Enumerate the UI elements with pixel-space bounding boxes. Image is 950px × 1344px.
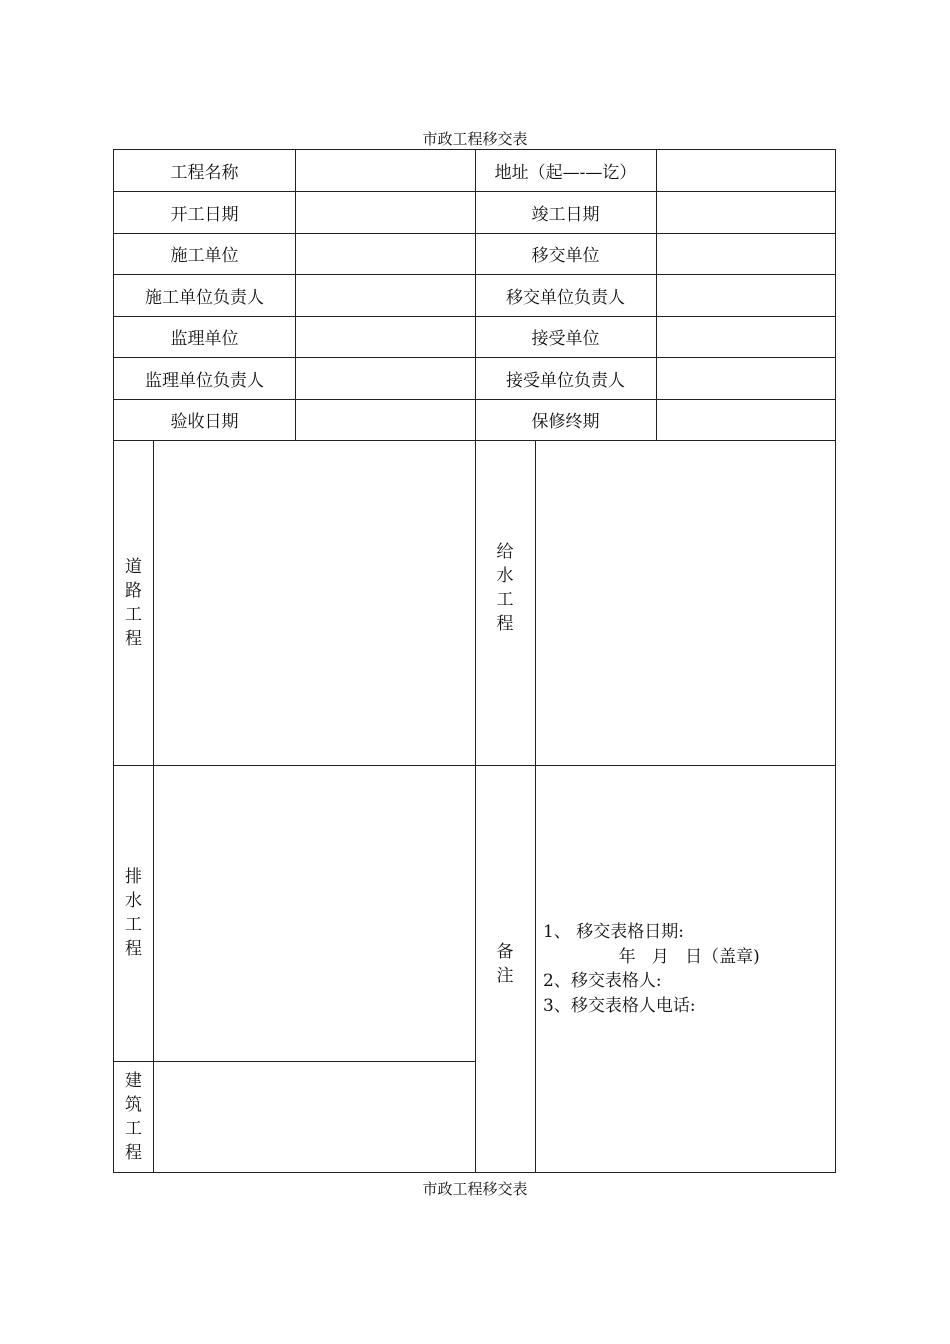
label-receiving-manager: 接受单位负责人 [506,370,625,391]
form-title: 市政工程移交表 [422,130,528,148]
note-transfer-phone: 3、移交表格人电话: [543,995,696,1016]
label-construction-unit: 施工单位 [170,246,239,266]
value-supervision-unit[interactable] [295,316,475,357]
road-engineering-content[interactable] [153,440,475,765]
label-construction-manager: 施工单位负责人 [145,287,264,308]
label-transfer-unit: 移交单位 [531,246,600,266]
note-transfer-person: 2、移交表格人: [543,971,662,991]
label-receiving-unit: 接受单位 [531,329,600,349]
value-transfer-manager[interactable] [656,274,835,316]
water-supply-content[interactable] [535,440,835,765]
note-date-seal: 年 月 日（盖章) [543,946,760,967]
label-building-engineering: 建 筑 工 程 [125,1071,142,1163]
label-drainage-engineering: 排 水 工 程 [125,867,142,959]
value-warranty-end[interactable] [656,399,835,440]
value-supervision-manager[interactable] [295,357,475,399]
label-transfer-manager: 移交单位负责人 [506,287,625,308]
value-transfer-unit[interactable] [656,233,835,274]
label-address: 地址（起—-—讫） [494,163,637,183]
value-construction-manager[interactable] [295,274,475,316]
label-project-name: 工程名称 [170,163,239,183]
label-completion-date: 竣工日期 [531,204,600,225]
value-receiving-manager[interactable] [656,357,835,399]
value-address[interactable] [656,150,835,191]
value-completion-date[interactable] [656,191,835,233]
label-road-engineering: 道 路 工 程 [125,556,142,649]
building-content[interactable] [153,1061,475,1173]
label-water-supply-engineering: 给 水 工 程 [496,541,514,634]
label-remarks: 备 注 [496,942,514,986]
value-receiving-unit[interactable] [656,316,835,357]
note-transfer-date: 1、 移交表格日期: [543,922,684,942]
value-acceptance-date[interactable] [295,399,475,440]
value-project-name[interactable] [295,150,475,191]
handover-form-table [113,149,836,1173]
value-construction-unit[interactable] [295,233,475,274]
footer-title: 市政工程移交表 [422,1180,528,1198]
remarks-notes [543,920,760,1018]
value-start-date[interactable] [295,191,475,233]
label-supervision-unit: 监理单位 [170,329,239,349]
drainage-content[interactable] [153,765,475,1061]
label-warranty-end: 保修终期 [531,412,600,432]
label-supervision-manager: 监理单位负责人 [145,370,264,391]
label-start-date: 开工日期 [170,204,239,225]
label-acceptance-date: 验收日期 [170,412,239,432]
